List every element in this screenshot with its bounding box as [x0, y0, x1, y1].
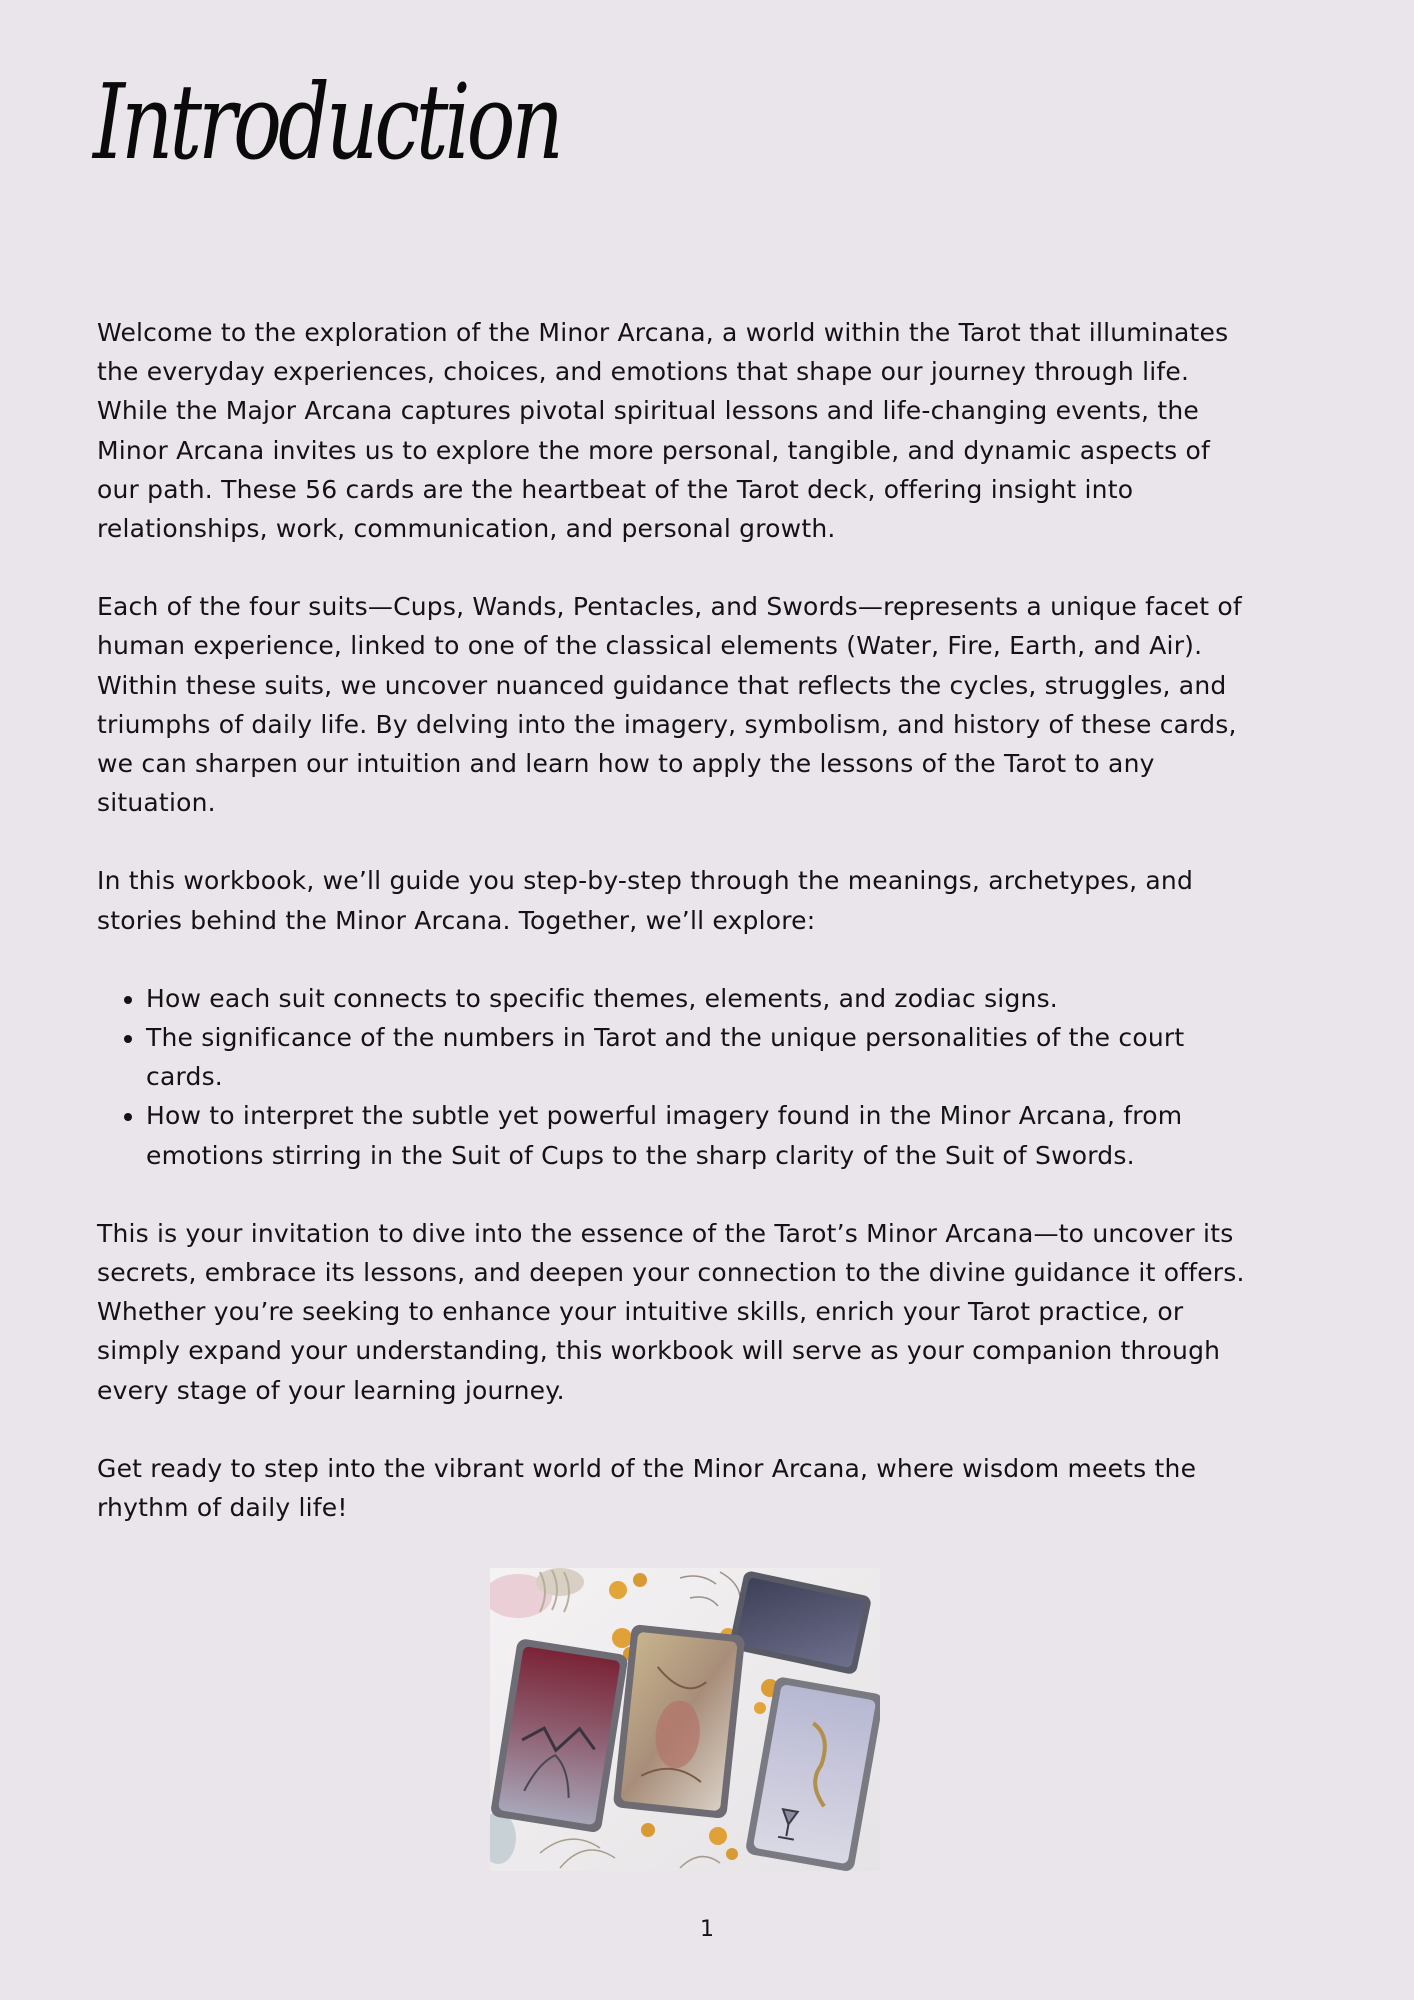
- workbook-paragraph: In this workbook, we’ll guide you step-by-step through the meanings, archetypes, and stories behind the Minor Arcana. Together, we’ll explore:: [97, 866, 1194, 935]
- suits-paragraph: Each of the four suits—Cups, Wands, Pentacles, and Swords—represents a unique facet of human experience, linked to one of the classical elements (Water, Fire, Earth, and Air). Within these suits, we uncover nuanced guidance that reflects the cycles, struggles, and triumphs of daily life. By delving into the imagery, symbolism, and history of these cards, we can sharpen our intuition and learn how to apply the lessons of the Tarot to any situation.: [97, 592, 1242, 818]
- list-item: • How each suit connects to specific themes, elements, and zodiac signs.: [146, 979, 1257, 1018]
- invitation-paragraph: This is your invitation to dive into the essence of the Tarot’s Minor Arcana—to uncover its secrets, embrace its lessons, and deepen your connection to the divine guidance it offers. Whether you’re seeking to enhance your intuitive skills, enrich your Tarot practice, or simply expand your understanding, this workbook will serve as your companion through every stage of your learning journey.: [97, 1218, 1245, 1405]
- tarot-cards-photo: [490, 1568, 880, 1871]
- topics-list: [97, 979, 1257, 1175]
- list-item: • How to interpret the subtle yet powerful imagery found in the Minor Arcana, from emotions stirring in the Suit of Cups to the sharp clarity of the Suit of Swords.: [146, 1096, 1257, 1174]
- page-title: Introduction: [93, 61, 560, 183]
- list-item: • The significance of the numbers in Tarot and the unique personalities of the court cards.: [146, 1018, 1257, 1096]
- closing-paragraph: Get ready to step into the vibrant world of the Minor Arcana, where wisdom meets the rhythm of daily life!: [97, 1453, 1197, 1523]
- intro-paragraph: Welcome to the exploration of the Minor Arcana, a world within the Tarot that illuminates the everyday experiences, choices, and emotions that shape our journey through life. While the Major Arcana captures pivotal spiritual lessons and life-changing events, the Minor Arcana invites us to explore the more personal, tangible, and dynamic aspects of our path. These 56 cards are the heartbeat of the Tarot deck, offering insight into relationships, work, communication, and personal growth.: [97, 318, 1229, 544]
- page-number: 1: [700, 1917, 714, 1942]
- body-text: [97, 313, 1257, 1566]
